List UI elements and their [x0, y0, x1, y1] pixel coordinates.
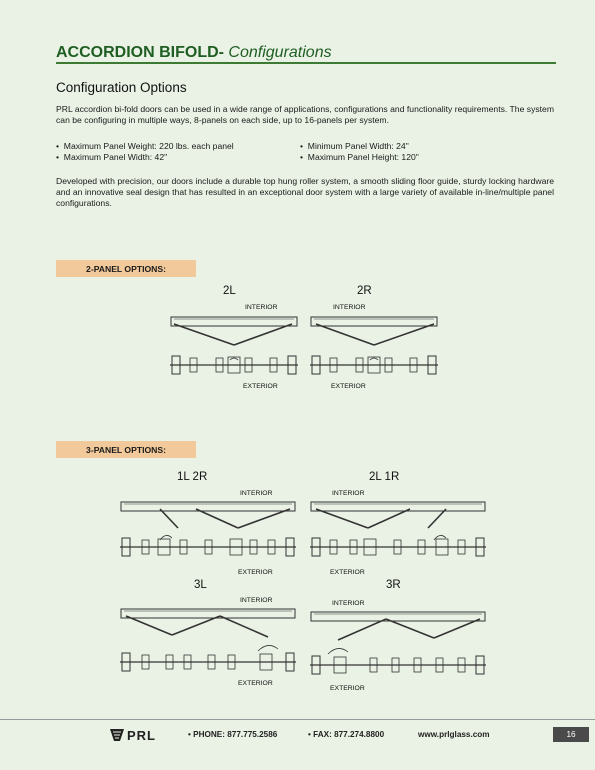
- spec-item: • Maximum Panel Width: 42": [56, 152, 234, 163]
- spec-item: • Maximum Panel Height: 120": [300, 152, 419, 163]
- interior-label: INTERIOR: [333, 304, 366, 311]
- config-label-3l: 3L: [194, 579, 207, 591]
- exterior-label: EXTERIOR: [238, 569, 273, 576]
- config-label-2l-1r: 2L 1R: [369, 471, 400, 483]
- intro-paragraph: PRL accordion bi-fold doors can be used in a wide range of applications, configurations and functionality requirements. The system can be configuring in multiple ways, 8-panels on each side, up to 16-panels per system.: [56, 104, 554, 125]
- footer-divider: [0, 719, 595, 720]
- page-title: [56, 44, 332, 62]
- page-number: 16: [553, 727, 589, 742]
- title-divider: [56, 62, 556, 64]
- prl-logo: [110, 728, 156, 742]
- exterior-label: EXTERIOR: [238, 680, 273, 687]
- description-paragraph: Developed with precision, our doors include a durable top hung roller system, a smooth sliding floor guide, sturdy locking hardware and an innovative seal design that has resulted in an exceptional door system with a large variety of available in-line/multiple panel configurations.: [56, 176, 554, 208]
- door-diagram-2l: [170, 315, 298, 377]
- exterior-label: EXTERIOR: [330, 685, 365, 692]
- door-diagram-2r: [310, 315, 438, 377]
- config-label-3r: 3R: [386, 579, 401, 591]
- three-panel-badge: 3-PANEL OPTIONS:: [56, 441, 196, 458]
- exterior-label: EXTERIOR: [330, 569, 365, 576]
- logo-text: PRL: [127, 727, 156, 743]
- spec-list-right: [300, 141, 419, 163]
- title-main: ACCORDION BIFOLD-: [56, 44, 224, 61]
- door-diagram-2l-1r: [310, 500, 486, 564]
- exterior-label: EXTERIOR: [331, 383, 366, 390]
- spec-item: • Maximum Panel Weight: 220 lbs. each panel: [56, 141, 234, 152]
- spec-item: • Minimum Panel Width: 24": [300, 141, 419, 152]
- interior-label: INTERIOR: [240, 597, 273, 604]
- config-label-1l-2r: 1L 2R: [177, 471, 208, 483]
- interior-label: INTERIOR: [245, 304, 278, 311]
- footer-website-link[interactable]: www.prlglass.com: [418, 730, 490, 739]
- door-diagram-3l: [120, 607, 296, 677]
- prl-logo-mark-icon: [110, 729, 124, 741]
- footer-fax: • FAX: 877.274.8800: [308, 730, 385, 739]
- section-heading: Configuration Options: [56, 80, 187, 95]
- config-label-2l: 2L: [223, 285, 236, 297]
- interior-label: INTERIOR: [240, 490, 273, 497]
- exterior-label: EXTERIOR: [243, 383, 278, 390]
- config-label-2r: 2R: [357, 285, 372, 297]
- footer-phone: • PHONE: 877.775.2586: [188, 730, 278, 739]
- door-diagram-1l-2r: [120, 500, 296, 564]
- title-sub: Configurations: [223, 44, 332, 61]
- interior-label: INTERIOR: [332, 600, 365, 607]
- two-panel-badge: 2-PANEL OPTIONS:: [56, 260, 196, 277]
- door-diagram-3r: [310, 610, 486, 680]
- interior-label: INTERIOR: [332, 490, 365, 497]
- spec-list-left: [56, 141, 234, 163]
